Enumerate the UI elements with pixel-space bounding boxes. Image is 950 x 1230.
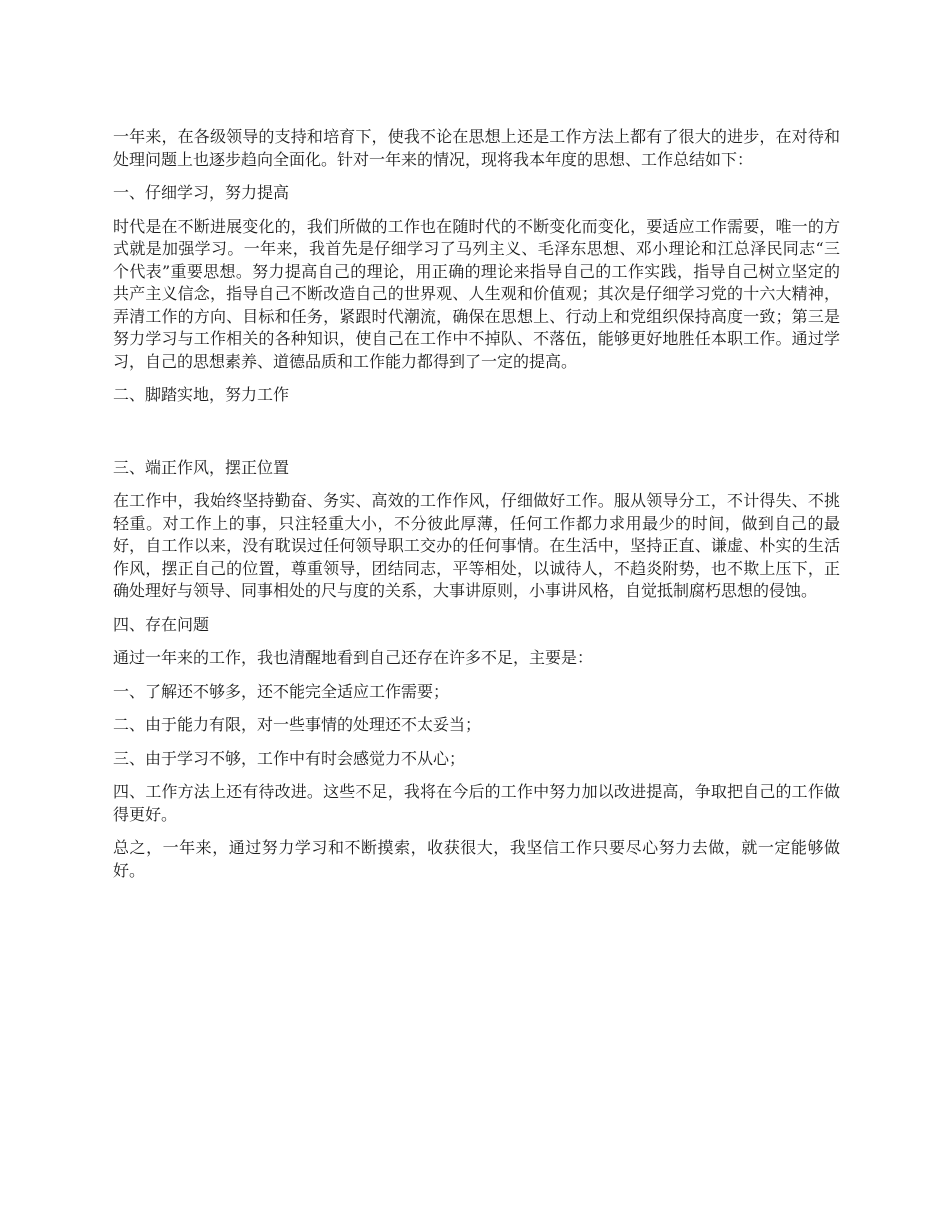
problem-item-2: 二、由于能力有限，对一些事情的处理还不太妥当； — [113, 715, 482, 734]
section-4-intro: 通过一年来的工作，我也清醒地看到自己还存在许多不足，主要是： — [113, 648, 594, 667]
conclusion-paragraph: 总之，一年来，通过努力学习和不断摸索，收获很大，我坚信工作只要尽心努力去做，就一定能够做好。 — [113, 838, 840, 880]
intro-paragraph: 一年来，在各级领导的支持和培育下，使我不论在思想上还是工作方法上都有了很大的进步，在对待和处理问题上也逐步趋向全面化。针对一年来的情况，现将我本年度的思想、工作总结如下： — [113, 127, 840, 169]
problem-item-4: 四、工作方法上还有待改进。这些不足，我将在今后的工作中努力加以改进提高，争取把自己的工作做得更好。 — [113, 782, 840, 824]
section-4-heading: 四、存在问题 — [113, 614, 210, 634]
section-1-heading: 一、仔细学习，努力提高 — [113, 183, 290, 202]
document-body — [113, 126, 840, 893]
section-2-heading: 二、脚踏实地，努力工作 — [113, 385, 290, 404]
section-3-body: 在工作中，我始终坚持勤奋、务实、高效的工作作风，仔细做好工作。服从领导分工，不计得失、不挑轻重。对工作上的事，只注轻重大小，不分彼此厚薄，任何工作都力求用最少的时间，做到自己的最好，自工作以来，没有耽误过任何领导职工交办的任何事情。在生活中，坚持正直、谦虚、朴实的生活作风，摆正自己的位置，尊重领导，团结同志，平等相处，以诚待人，不趋炎附势，也不欺上压下，正确处理好与领导、同事相处的尺与度的关系，大事讲原则，小事讲风格，自觉抵制腐朽思想的侵蚀。 — [113, 491, 840, 600]
problem-item-1: 一、了解还不够多，还不能完全适应工作需要； — [113, 681, 450, 701]
section-1-body: 时代是在不断进展变化的，我们所做的工作也在随时代的不断变化而变化，要适应工作需要，唯一的方式就是加强学习。一年来，我首先是仔细学习了马列主义、毛泽东思想、邓小理论和江总泽民同志“三个代表”重要思想。努力提高自己的理论，用正确的理论来指导自己的工作实践，指导自己树立坚定的共产主义信念，指导自己不断改造自己的世界观、人生观和价值观；其次是仔细学习党的十六大精神，弄清工作的方向、目标和任务，紧跟时代潮流，确保在思想上、行动上和党组织保持高度一致；第三是努力学习与工作相关的各种知识，使自己在工作中不掉队、不落伍，能够更好地胜任本职工作。通过学习，自己的思想素养、道德品质和工作能力都得到了一定的提高。 — [113, 216, 840, 371]
section-3-heading: 三、端正作风，摆正位置 — [113, 457, 290, 477]
section-2-empty-space — [113, 418, 840, 457]
problem-item-3: 三、由于学习不够，工作中有时会感觉力不从心； — [113, 748, 466, 768]
